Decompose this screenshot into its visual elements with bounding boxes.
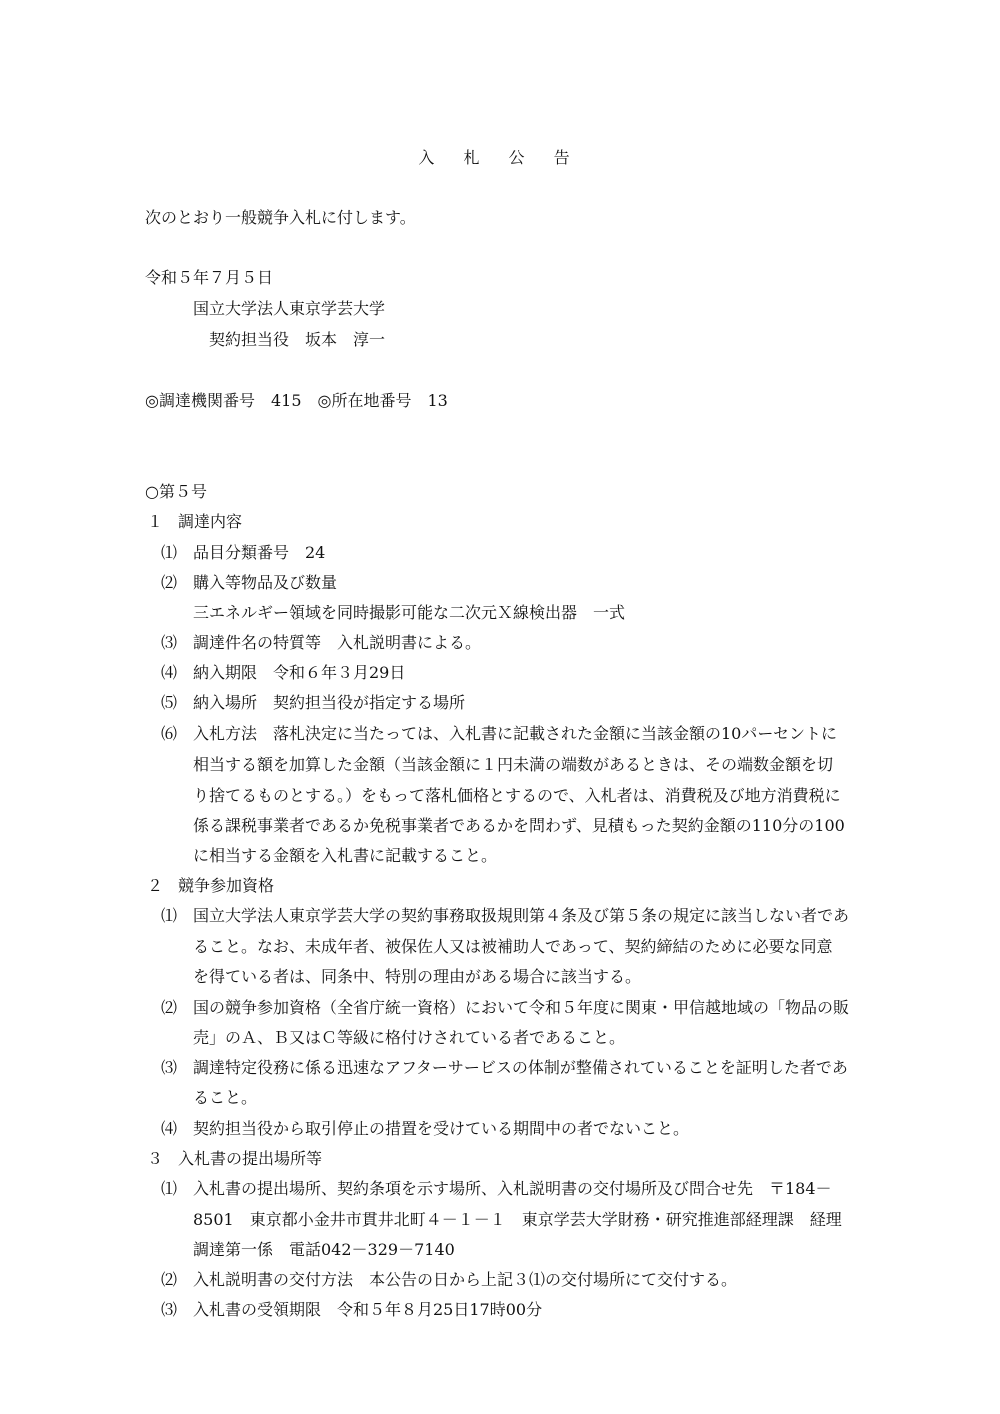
item-number: ⑴ [161, 906, 178, 925]
item-number: ⑷ [161, 663, 178, 682]
item-number: ⑶ [161, 1058, 178, 1077]
item-text: 調達第一係 電話042－329－7140 [193, 1240, 455, 1259]
item-text: 品目分類番号 24 [193, 543, 326, 562]
item-number: ⑵ [161, 998, 178, 1017]
section-number: ３ [147, 1149, 164, 1168]
item-number: ⑹ [161, 724, 178, 743]
item-number: ⑴ [161, 543, 178, 562]
item-number: ⑵ [161, 573, 178, 592]
notice-date: 令和５年７月５日 [145, 268, 274, 287]
item-text: 契約担当役から取引停止の措置を受けている期間中の者でないこと。 [193, 1119, 690, 1138]
item-text: り捨てるものとする。）をもって落札価格とするので、入札者は、消費税及び地方消費税に [193, 786, 841, 805]
item-number: ⑷ [161, 1119, 178, 1138]
item-number: ⑵ [161, 1270, 178, 1289]
item-text: 三エネルギー領域を同時撮影可能な二次元Ｘ線検出器 一式 [193, 603, 626, 622]
contract-officer: 契約担当役 坂本 淳一 [209, 330, 386, 349]
item-text: 購入等物品及び数量 [193, 573, 338, 592]
item-text: 相当する額を加算した金額（当該金額に１円未満の端数があるときは、その端数金額を切 [193, 755, 834, 774]
item-text: ること。 [193, 1088, 258, 1107]
section-heading: 入札書の提出場所等 [178, 1149, 323, 1168]
section-heading: 調達内容 [178, 512, 243, 531]
item-text: 調達件名の特質等 入札説明書による。 [193, 633, 482, 652]
procurement-codes: ◎調達機関番号 415 ◎所在地番号 13 [145, 391, 448, 410]
item-text: 国の競争参加資格（全省庁統一資格）において令和５年度に関東・甲信越地域の「物品の販 [193, 998, 850, 1017]
item-number: ⑶ [161, 1300, 178, 1319]
item-text: ること。なお、未成年者、被保佐人又は被補助人であって、契約締結のために必要な同意 [193, 937, 833, 956]
page-title: 入 札 公 告 [418, 148, 582, 167]
intro-text: 次のとおり一般競争入札に付します。 [145, 208, 416, 227]
item-number: ⑸ [161, 693, 178, 712]
section-heading: 競争参加資格 [178, 876, 275, 895]
item-text: 国立大学法人東京学芸大学の契約事務取扱規則第４条及び第５条の規定に該当しない者であ [193, 906, 850, 925]
item-text: 調達特定役務に係る迅速なアフターサービスの体制が整備されていることを証明した者であ [193, 1058, 848, 1077]
item-text: 入札説明書の交付方法 本公告の日から上記３⑴の交付場所にて交付する。 [193, 1270, 738, 1289]
item-text: 係る課税事業者であるか免税事業者であるかを問わず、見積もった契約金額の110分の100 [193, 816, 845, 835]
item-text: 入札書の受領期限 令和５年８月25日17時00分 [193, 1300, 543, 1319]
notice-number: ○第５号 [145, 482, 207, 501]
item-number: ⑴ [161, 1179, 178, 1198]
item-number: ⑶ [161, 633, 178, 652]
section-number: １ [147, 512, 164, 531]
item-text: 納入場所 契約担当役が指定する場所 [193, 693, 466, 712]
item-text: 納入期限 令和６年３月29日 [193, 663, 406, 682]
section-number: ２ [147, 876, 164, 895]
organization-name: 国立大学法人東京学芸大学 [193, 299, 386, 318]
item-text: 入札方法 落札決定に当たっては、入札書に記載された金額に当該金額の10パーセントに [193, 724, 838, 743]
item-text: 入札書の提出場所、契約条項を示す場所、入札説明書の交付場所及び問合せ先 〒184－ [193, 1179, 832, 1198]
item-text: を得ている者は、同条中、特別の理由がある場合に該当する。 [193, 967, 642, 986]
item-text: 8501 東京都小金井市貫井北町４－１－１ 東京学芸大学財務・研究推進部経理課 経理 [193, 1210, 842, 1229]
item-text: に相当する金額を入札書に記載すること。 [193, 846, 498, 865]
item-text: 売」のＡ、Ｂ又はＣ等級に格付けされている者であること。 [193, 1028, 626, 1047]
